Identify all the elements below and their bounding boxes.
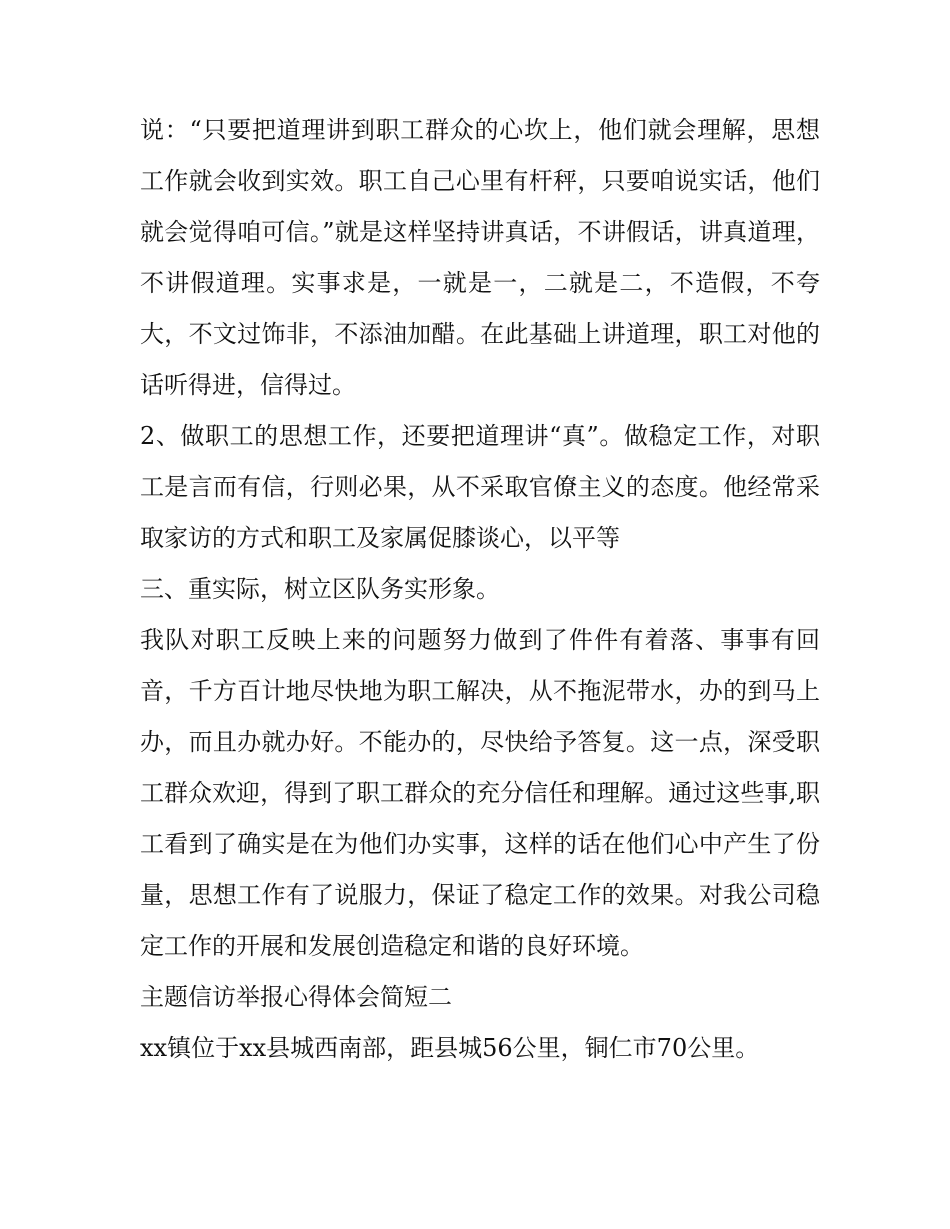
document-body: [140, 105, 820, 1074]
document-subtitle: 主题信访举报心得体会简短二: [140, 983, 452, 1011]
paragraph-3: 我队对职工反映上来的问题努力做到了件件有着落、事事有回音，千方百计地尽快地为职工解决，从不拖泥带水，办的到马上办，而且办就办好。不能办的，尽快给予答复。这一点，深受职工群众欢迎，得到了职工群众的充分信任和理解。通过这些事,职工看到了确实是在为他们办实事，这样的话在他们心中产生了份量，思想工作有了说服力，保证了稳定工作的效果。对我公司稳定工作的开展和发展创造稳定和谐的良好环境。: [140, 626, 820, 960]
paragraph-4: xx镇位于xx县城西南部，距县城56公里，铜仁市70公里。: [140, 1034, 760, 1062]
paragraph-1: 说：“只要把道理讲到职工群众的心坎上，他们就会理解，思想工作就会收到实效。职工自己心里有杆秤，只要咱说实话，他们就会觉得咱可信。”就是这样坚持讲真话，不讲假话，讲真道理，不讲假道理。实事求是，一就是一，二就是二，不造假，不夸大，不文过饰非，不添油加醋。在此基础上讲道理，职工对他的话听得进，信得过。: [140, 116, 820, 399]
paragraph-2: 2、做职工的思想工作，还要把道理讲“真”。做稳定工作，对职工是言而有信，行则必果，从不采取官僚主义的态度。他经常采取家访的方式和职工及家属促膝谈心，以平等: [140, 422, 820, 552]
section-heading: 三、重实际，树立区队务实形象。: [140, 575, 500, 603]
